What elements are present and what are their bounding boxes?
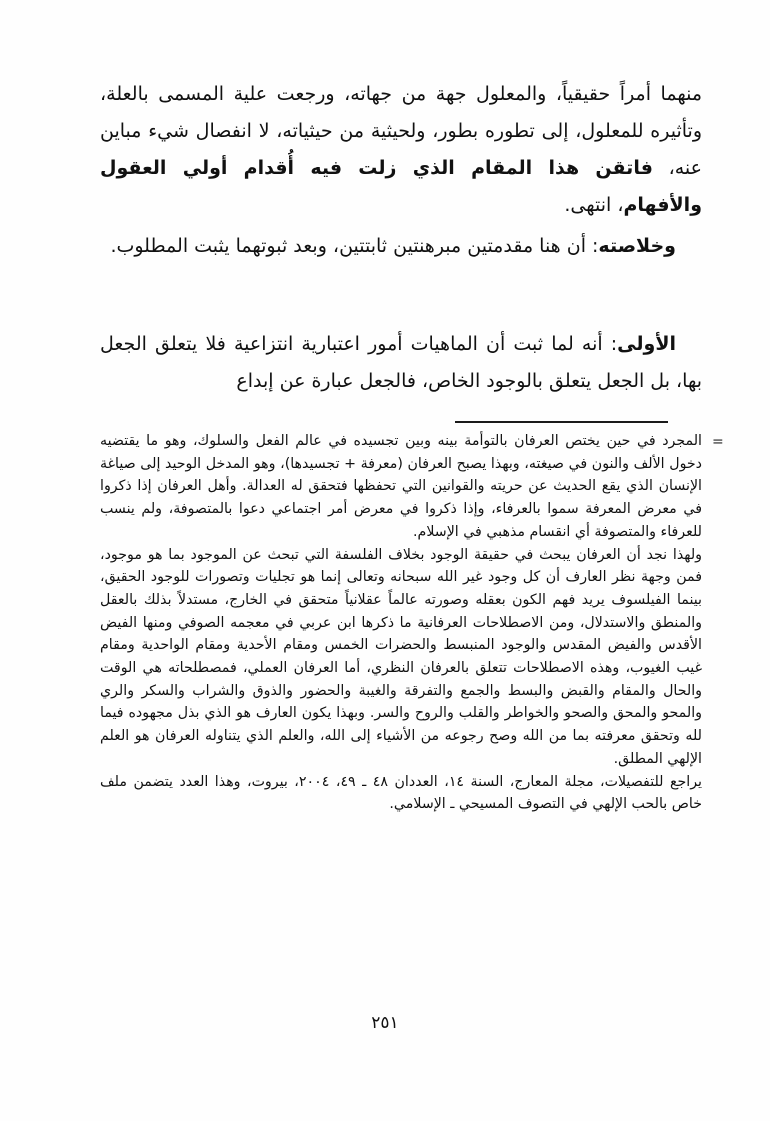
emphasized-text-run: فاتقن هذا المقام الذي زلت فيه أُقدام أولي العقول والأفهام bbox=[100, 157, 702, 216]
body-paragraph-first-premise bbox=[100, 326, 702, 400]
page-number: ٢٥١ bbox=[371, 1013, 399, 1033]
footnote-continuation-marker: = bbox=[712, 434, 724, 450]
body-paragraph-1 bbox=[100, 76, 702, 224]
paragraph-heading: الأولى bbox=[617, 333, 676, 355]
text-run: منهما أمراً حقيقياً، والمعلول جهة من جهاته، ورجعت علية المسمى بالعلة، وتأثيره للمعلول، إلى تطوره بطور، ولحيثية من حيثياته، لا انفصال شيء مباين عنه، bbox=[100, 83, 702, 179]
footnote bbox=[100, 430, 702, 816]
text-run: : أنه لما ثبت أن الماهيات أمور اعتبارية انتزاعية فلا يتعلق الجعل بها، بل الجعل يتعلق بالوجود الخاص، فالجعل عبارة عن إبداع bbox=[100, 333, 702, 392]
text-run: : أن هنا مقدمتين مبرهنتين ثابتتين، وبعد ثبوتهما يثبت المطلوب. bbox=[110, 235, 599, 257]
paragraph-heading: وخلاصته bbox=[598, 235, 676, 257]
footnote-paragraph: ولهذا نجد أن العرفان يبحث في حقيقة الوجود بخلاف الفلسفة التي تبحث عن الموجود بما هو موجود، فمن وجهة نظر العارف أن كل وجود غير الله سبحانه وتعالى إنما هو تجليات وتصورات للوجود الحقيق، بينما الفيلسوف يريد فهم الكون بعقله وصورته عالماً عقلانياً متحقق في الخارج، مستدلاً بذلك بالعقل والمنطق والاستدلال، ومن الاصطلاحات العرفانية ما ذكرها ابن عربي في معجمه الصوفي ومنها الفيض الأقدس والفيض المقدس والوجود المنبسط والحضرات الخمس ومقام الأحدية ومقام الواحدية ومقام غيب الغيوب، وهذه الاصطلاحات تتعلق بالعرفان النظري، أما العرفان العملي، فمصطلحاته هي الوقت والحال والمقام والقبض والبسط والجمع والتفرقة والغيبة والحضور والذوق والشراب والسكر والري والمحو والمحق والصحو والخواطر والقلب والروح والسر. وبهذا يكون العارف هو الذي بذل مجهوده فيما لله وتحقق معرفته بما من الله وصح رجوعه من الأشياء إلى الله، والعلم الذي يتناوله العرفان هو العلم الإلهي المطلق. bbox=[100, 546, 702, 767]
body-paragraph-summary bbox=[100, 228, 702, 265]
footnote-separator bbox=[455, 421, 668, 423]
footnote-paragraph: يراجع للتفصيلات، مجلة المعارج، السنة ١٤، العددان ٤٨ ـ ٤٩، ٢٠٠٤، بيروت، وهذا العدد يتضمن ملف خاص بالحب الإلهي في التصوف المسيحي ـ الإسلامي. bbox=[100, 773, 703, 813]
footnote-paragraph: المجرد في حين يختص العرفان بالتوأمة بينه وبين تجسيده في عالم الفعل والسلوك، وهو ما يقتضيه دخول الألف والنون في صيغته، وبهذا يصبح العرفان (معرفة + تجسيدها)، وهو المدخل الوحيد إلى صياغة الإنسان الذي يقع الحديث عن حريته والقوانين التي تحفظها فتحقق له العدالة. وأهل العرفان إذا ذكروا في معرض المعرفة سموا بالعرفاء، وإذا ذكروا في معرض أمر اجتماعي دعوا بالمتصوفة، ولم ينسب للعرفاء والمتصوفة أي انقسام مذهبي في الإسلام. bbox=[100, 433, 702, 540]
text-run: ، انتهى. bbox=[564, 194, 624, 216]
